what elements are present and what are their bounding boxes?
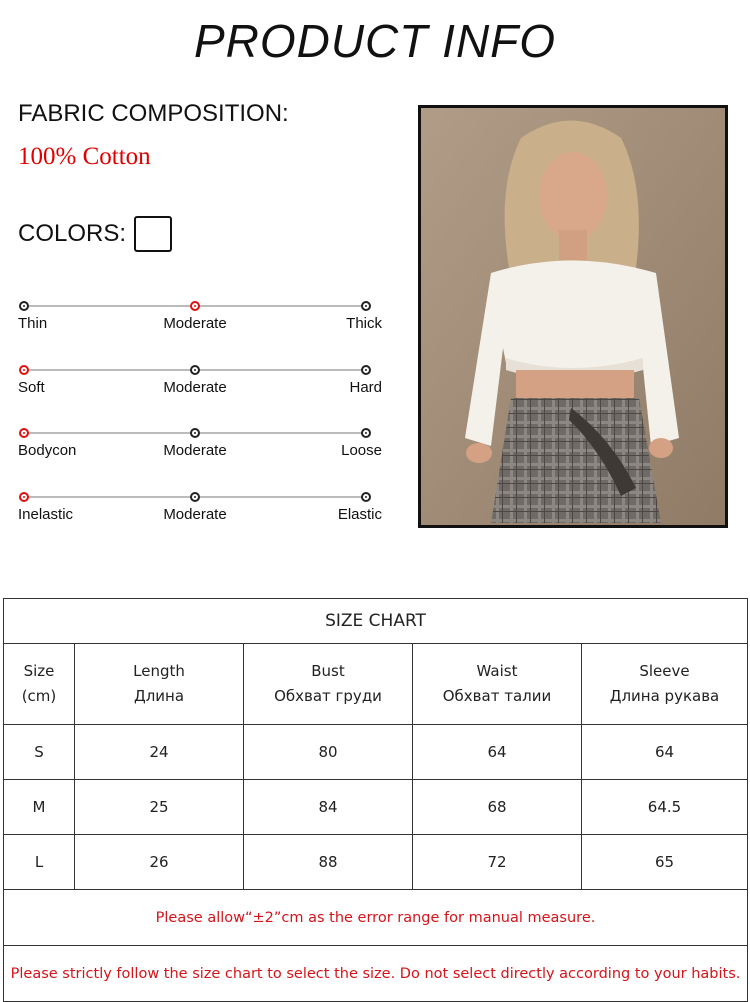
table-cell: 65: [582, 835, 748, 890]
table-cell: 80: [244, 725, 413, 780]
elasticity-dot-right: [361, 492, 371, 502]
column-header-bust: [244, 644, 413, 725]
fit-left-label: Bodycon: [18, 442, 77, 459]
table-cell: 26: [75, 835, 244, 890]
table-cell: 64: [582, 725, 748, 780]
table-cell: 25: [75, 780, 244, 835]
column-header-line: Bust: [311, 662, 345, 680]
fabric-composition-label: FABRIC COMPOSITION:: [18, 100, 289, 127]
column-header-sleeve: [582, 644, 748, 725]
table-cell: L: [4, 835, 75, 890]
softness-right-label: Hard: [349, 379, 382, 396]
table-row: [4, 780, 748, 835]
elasticity-dot-middle: [190, 492, 200, 502]
column-header-line: (cm): [21, 687, 57, 705]
elasticity-scale: [18, 492, 382, 532]
size-selection-note: Please strictly follow the size chart to select the size. Do not select directly according to your habits.: [4, 946, 748, 1002]
fabric-composition-value: 100% Cotton: [18, 143, 151, 170]
column-header-line: Size: [23, 662, 55, 680]
page-title: PRODUCT INFO: [193, 15, 557, 67]
elasticity-right-label: Elastic: [337, 506, 382, 523]
table-cell: 64: [413, 725, 582, 780]
fit-right-label: Loose: [341, 442, 382, 459]
size-chart-title: SIZE CHART: [4, 599, 748, 644]
table-cell: S: [4, 725, 75, 780]
thickness-dot-middle-selected: [190, 301, 200, 311]
color-swatch-white[interactable]: [134, 216, 172, 252]
column-header-line: Обхват талии: [442, 687, 552, 705]
elasticity-dot-left-selected: [19, 492, 29, 502]
table-row: [4, 725, 748, 780]
fit-dot-middle: [190, 428, 200, 438]
table-cell: 68: [413, 780, 582, 835]
fit-dot-left-selected: [19, 428, 29, 438]
column-header-line: Длина: [133, 687, 185, 705]
softness-dot-middle: [190, 365, 200, 375]
table-cell: 64.5: [582, 780, 748, 835]
column-header-length: [75, 644, 244, 725]
thickness-middle-label: Moderate: [163, 315, 227, 332]
column-header-waist: [413, 644, 582, 725]
softness-dot-left-selected: [19, 365, 29, 375]
table-cell: 72: [413, 835, 582, 890]
elasticity-middle-label: Moderate: [163, 506, 227, 523]
softness-middle-label: Moderate: [163, 379, 227, 396]
thickness-scale: [18, 301, 382, 341]
column-header-line: Длина рукава: [609, 687, 720, 705]
column-header-line: Waist: [476, 662, 518, 680]
column-header-size: [4, 644, 75, 725]
fit-scale: [18, 428, 382, 468]
thickness-right-label: Thick: [346, 315, 382, 332]
column-header-line: Length: [133, 662, 185, 680]
colors-label: COLORS:: [18, 220, 127, 247]
measurement-error-note: Please allow“±2”cm as the error range for manual measure.: [4, 890, 748, 946]
fit-dot-right: [361, 428, 371, 438]
softness-dot-right: [361, 365, 371, 375]
product-photo: [418, 105, 728, 528]
model-photo-illustration: [421, 108, 725, 525]
softness-left-label: Soft: [18, 379, 45, 396]
thickness-dot-left: [19, 301, 29, 311]
fit-middle-label: Moderate: [163, 442, 227, 459]
table-cell: M: [4, 780, 75, 835]
elasticity-left-label: Inelastic: [18, 506, 74, 523]
thickness-left-label: Thin: [18, 315, 48, 332]
table-row: [4, 835, 748, 890]
table-cell: 24: [75, 725, 244, 780]
softness-scale: [18, 365, 382, 405]
table-cell: 84: [244, 780, 413, 835]
column-header-line: Обхват груди: [274, 687, 382, 705]
table-cell: 88: [244, 835, 413, 890]
column-header-line: Sleeve: [639, 662, 690, 680]
thickness-dot-right: [361, 301, 371, 311]
size-chart-table: [3, 598, 748, 1002]
